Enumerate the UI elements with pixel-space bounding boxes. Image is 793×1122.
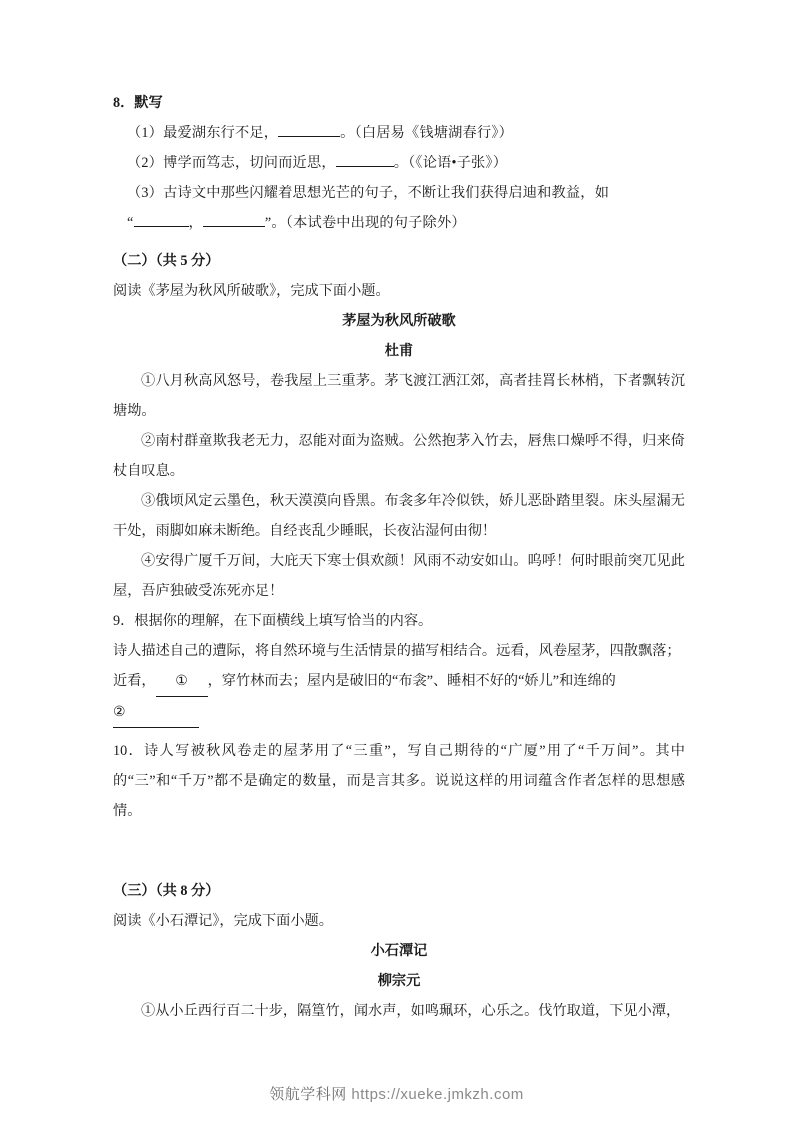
poem-author-dufu: 杜甫 — [384, 343, 414, 359]
poem-title-maowu: 茅屋为秋风所破歌 — [342, 313, 456, 329]
q8-3-text-pre: （3）古诗文中那些闪耀着思想光芒的句子，不断让我们获得启迪和教益，如 — [127, 185, 610, 201]
q8-2-text-post: 。（《论语•子张》） — [393, 155, 508, 171]
reading-instruction-1: 阅读《茅屋为秋风所破歌》，完成下面小题。 — [113, 283, 390, 299]
q8-3b-tail: ”。（本试卷中出现的句子除外） — [264, 215, 466, 231]
question-8-heading: 8．默写 — [113, 95, 163, 111]
q8-1-text-pre: （1）最爱湖东行不足， — [127, 125, 279, 141]
blank-marker-1: ① — [175, 673, 188, 689]
section-three-heading: （三）（共 8 分） — [113, 883, 220, 899]
q8-2-text-pre: （2）博学而笃志，切问而近思， — [127, 155, 336, 171]
question-10-body: 10．诗人写被秋风卷走的屋茅用了“三重”，写自己期待的“广厦”用了“千万间”。其中的“三”和“千万”都不是确定的数量，而是言其多。说说这样的用词蕴含作者怎样的思想感情。 — [113, 743, 685, 819]
footer-url: https://xueke.jmkzh.com — [351, 1086, 524, 1103]
poem-paragraph-4: ④安得广厦千万间，大庇天下寒士俱欢颜！风雨不动安如山。呜呼！何时眼前突兀见此屋，吾庐独破受冻死亦足！ — [113, 553, 685, 599]
poem-paragraph-3: ③俄顷风定云墨色，秋天漠漠向昏黑。布衾多年冷似铁，娇儿恶卧踏里裂。床头屋漏无干处，雨脚如麻未断绝。自经丧乱少睡眠，长夜沾湿何由彻！ — [113, 493, 685, 539]
prose-title-xiaoshitan: 小石潭记 — [370, 943, 428, 959]
question-8-item-3 — [113, 178, 685, 208]
fill-blank-5[interactable] — [156, 666, 208, 697]
poem-paragraph-2: ②南村群童欺我老无力，忍能对面为盗贼。公然抱茅入竹去，唇焦口燥呼不得，归来倚杖自叹息。 — [113, 433, 685, 479]
fill-blank-4[interactable] — [203, 212, 265, 227]
footer-brand: 领航学科网 — [269, 1086, 347, 1103]
q9-pre-text: 近看， — [113, 673, 156, 689]
question-8-item-3-continued — [113, 208, 685, 238]
prose-author-liuzongyuan: 柳宗元 — [377, 973, 421, 989]
poem-paragraph-1: ①八月秋高风怒号，卷我屋上三重茅。茅飞渡江洒江郊，高者挂罥长林梢，下者飘转沉塘坳。 — [113, 373, 685, 419]
fill-blank-3[interactable] — [134, 212, 189, 227]
reading-instruction-2: 阅读《小石潭记》，完成下面小题。 — [113, 913, 333, 929]
blank-marker-2: ② — [113, 704, 126, 720]
fill-blank-6[interactable] — [113, 697, 199, 728]
question-9-body-line-3 — [113, 697, 685, 728]
q8-3b-comma: ， — [188, 215, 203, 231]
q8-3b-quote-open: “ — [127, 215, 134, 231]
fill-blank-2[interactable] — [336, 152, 394, 167]
q8-1-text-post: 。（白居易《钱塘湖春行》） — [340, 125, 514, 141]
section-two-heading: （二）（共 5 分） — [113, 253, 220, 269]
question-8-item-1 — [113, 118, 685, 148]
question-9-body-line-1: 诗人描述自己的遭际，将自然环境与生活情景的描写相结合。远看，风卷屋茅，四散飘落； — [113, 643, 681, 659]
q9-post-text: ，穿竹林而去；屋内是破旧的“布衾”、睡相不好的“娇儿”和连绵的 — [207, 673, 616, 689]
prose-paragraph-1: ①从小丘西行百二十步，隔篁竹，闻水声，如鸣珮环，心乐之。伐竹取道，下见小潭， — [141, 1003, 681, 1019]
page-footer — [0, 1083, 793, 1104]
question-8-item-2 — [113, 148, 685, 178]
fill-blank-1[interactable] — [278, 122, 340, 137]
question-9-heading: 9．根据你的理解，在下面横线上填写恰当的内容。 — [113, 613, 433, 629]
question-9-body-line-2 — [113, 666, 685, 697]
